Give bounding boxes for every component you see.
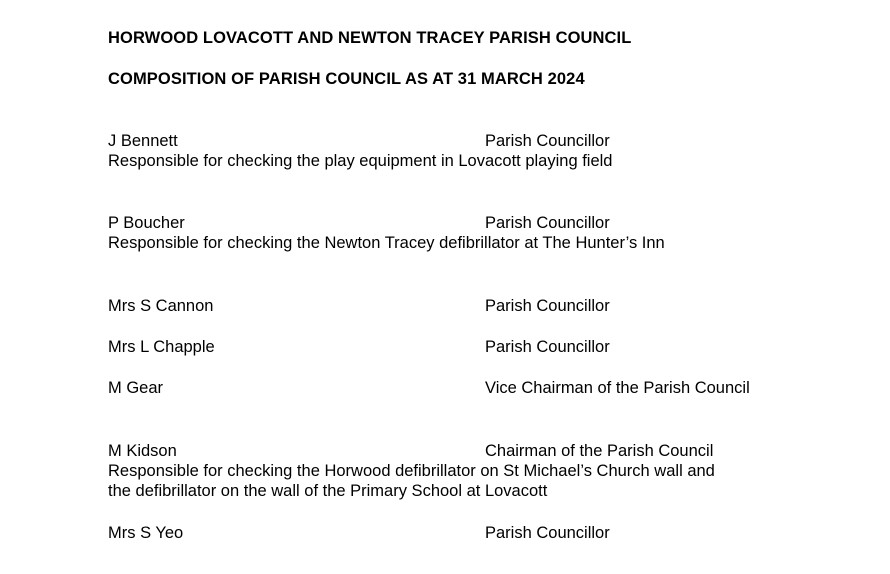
member-role: Parish Councillor xyxy=(485,132,610,150)
document-title: HORWOOD LOVACOTT AND NEWTON TRACEY PARISH COUNCIL xyxy=(108,29,632,47)
member-entry-kidson xyxy=(108,441,868,501)
member-role: Parish Councillor xyxy=(485,297,610,315)
member-duty: the defibrillator on the wall of the Primary School at Lovacott xyxy=(108,482,548,500)
document-subtitle: COMPOSITION OF PARISH COUNCIL AS AT 31 MARCH 2024 xyxy=(108,70,585,88)
member-entry-boucher xyxy=(108,213,868,253)
member-role: Parish Councillor xyxy=(485,214,610,232)
member-name: Mrs L Chapple xyxy=(108,338,215,356)
member-name: M Gear xyxy=(108,379,164,397)
member-name: J Bennett xyxy=(108,132,178,150)
member-role: Chairman of the Parish Council xyxy=(485,442,714,460)
member-name: Mrs S Yeo xyxy=(108,524,184,542)
member-entry-gear xyxy=(108,378,868,398)
member-entry-bennett xyxy=(108,131,868,171)
member-role: Vice Chairman of the Parish Council xyxy=(485,379,750,397)
member-role: Parish Councillor xyxy=(485,338,610,356)
member-duty: Responsible for checking the Horwood defibrillator on St Michael’s Church wall and xyxy=(108,462,715,480)
member-name: Mrs S Cannon xyxy=(108,297,214,315)
member-entry-chapple xyxy=(108,337,868,357)
member-entry-yeo xyxy=(108,523,868,543)
member-name: M Kidson xyxy=(108,442,177,460)
member-duty: Responsible for checking the play equipment in Lovacott playing field xyxy=(108,152,613,170)
member-role: Parish Councillor xyxy=(485,524,610,542)
member-entry-cannon xyxy=(108,296,868,316)
member-duty: Responsible for checking the Newton Tracey defibrillator at The Hunter’s Inn xyxy=(108,234,665,252)
member-name: P Boucher xyxy=(108,214,185,232)
